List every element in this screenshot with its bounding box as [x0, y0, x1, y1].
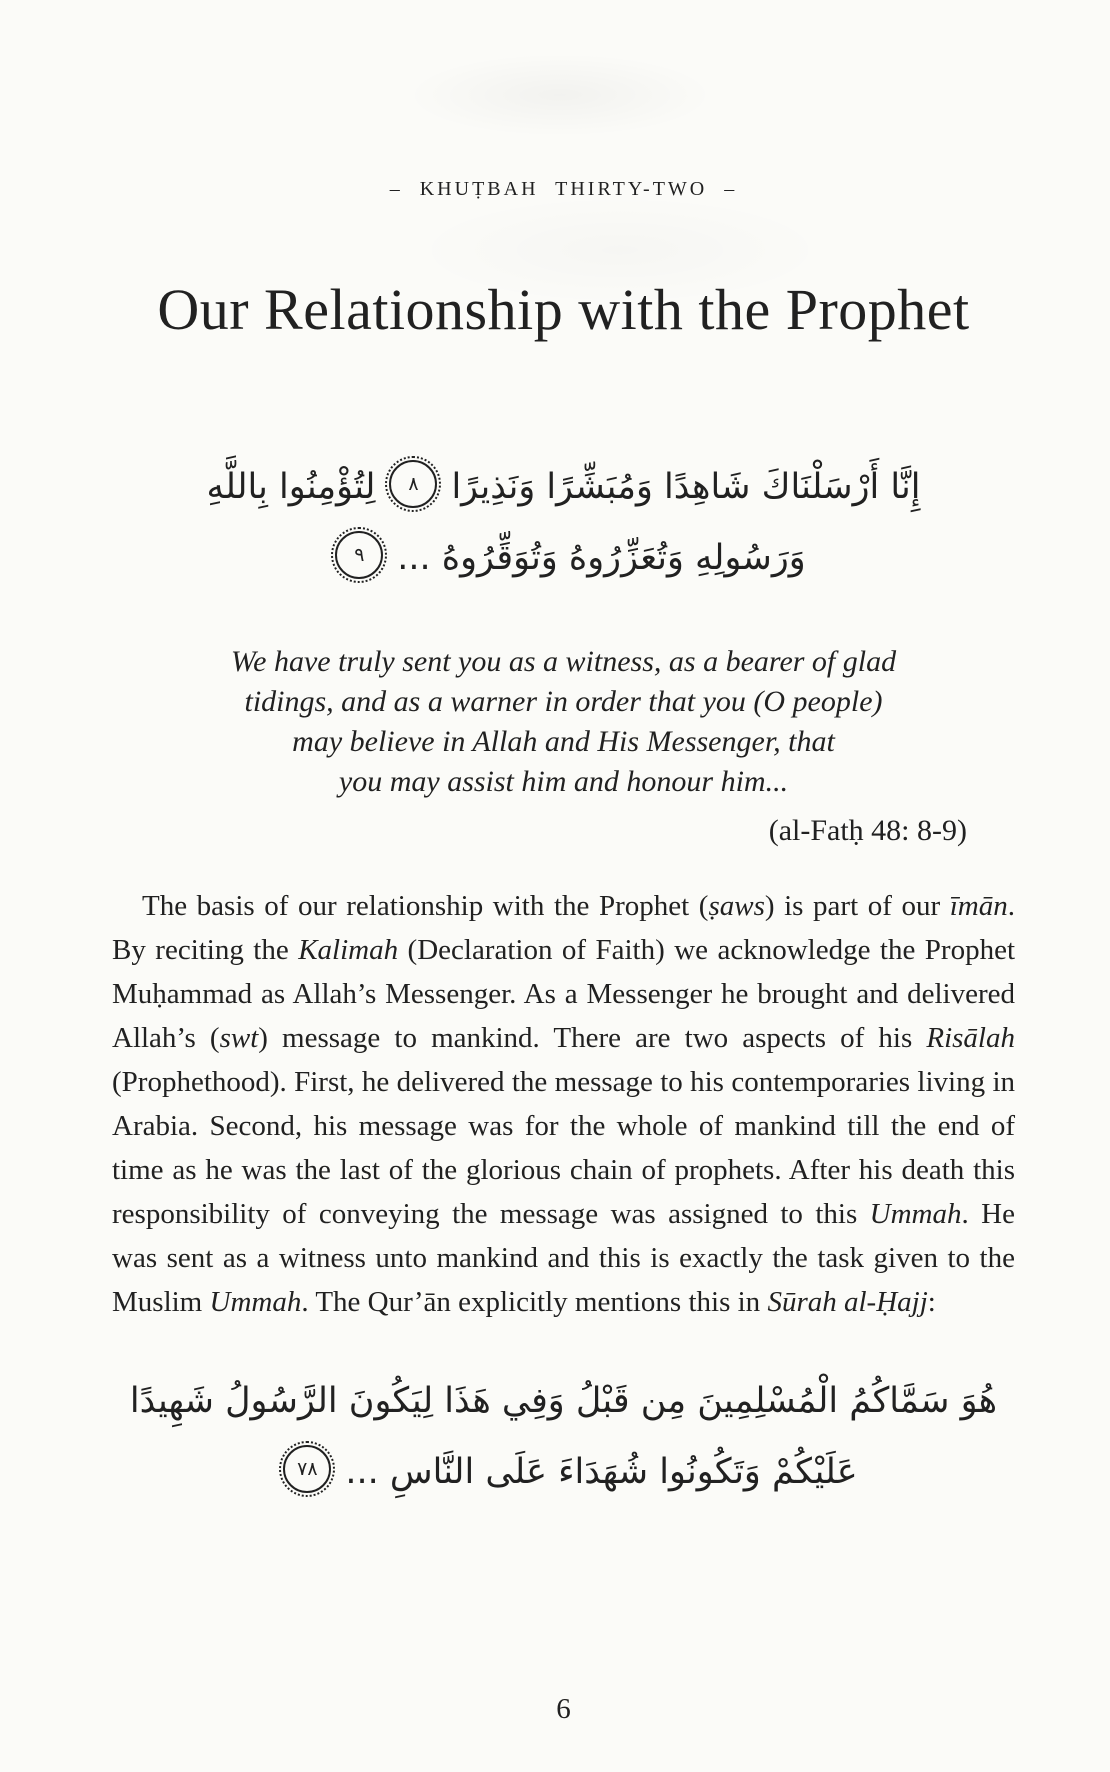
- arabic-line: [112, 1437, 1015, 1508]
- verse-number-medallion: [389, 460, 437, 508]
- translation-quote: [112, 642, 1015, 802]
- quote-line: tidings, and as a warner in order that you (O people): [244, 685, 883, 718]
- arabic-line: [112, 1366, 1015, 1437]
- arabic-text: لِتُؤْمِنُوا بِاللَّهِ: [206, 467, 376, 507]
- verse-citation: (al-Fatḥ 48: 8-9): [768, 814, 967, 847]
- verse-number: ٧٨: [297, 1457, 318, 1480]
- verse-number: ٨: [408, 472, 419, 495]
- arabic-line: [112, 452, 1015, 523]
- khutbah-kicker: – KHUṬBAH THIRTY-TWO –: [389, 178, 738, 200]
- arabic-text: عَلَيْكُمْ وَتَكُونُوا شُهَدَاءَ عَلَى النَّاسِ ...: [345, 1452, 858, 1492]
- verse-number-medallion: [283, 1445, 331, 1493]
- quote-line: may believe in Allah and His Messenger, that: [292, 725, 835, 758]
- quran-verse-block-1: [112, 452, 1015, 594]
- arabic-text: هُوَ سَمَّاكُمُ الْمُسْلِمِينَ مِن قَبْلُ وَفِي هَذَا لِيَكُونَ الرَّسُولُ شَهِيدًا: [129, 1381, 998, 1421]
- page-number: 6: [556, 1693, 571, 1725]
- quote-line: you may assist him and honour him...: [338, 765, 789, 798]
- body-paragraph: The basis of our relationship with the Prophet (ṣaws) is part of our īmān. By reciting the Kalimah (Declaration of Faith) we acknowledge the Prophet Muḥammad as Allah’s Messenger. As a Messenger he brought and delivered Allah’s (swt) message to mankind. There are two aspects of his Risālah (Prophethood). First, he delivered the message to his contemporaries living in Arabia. Second, his message was for the whole of mankind till the end of time as he was the last of the glorious chain of prophets. After his death this responsibility of conveying the message was assigned to this Ummah. He was sent as a witness unto mankind and this is exactly the task given to the Muslim Ummah. The Qur’ān explicitly mentions this in Sūrah al-Ḥajj:: [112, 890, 1015, 1318]
- arabic-text: وَرَسُولِهِ وَتُعَزِّرُوهُ وَتُوَقِّرُوهُ ...: [397, 538, 806, 578]
- verse-number-medallion: [335, 531, 383, 579]
- quran-verse-block-2: [112, 1366, 1015, 1508]
- arabic-line: [112, 523, 1015, 594]
- verse-number: ٩: [354, 543, 365, 566]
- chapter-title: Our Relationship with the Prophet: [157, 277, 970, 342]
- quote-line: We have truly sent you as a witness, as a bearer of glad: [230, 645, 897, 678]
- arabic-text: إِنَّا أَرْسَلْنَاكَ شَاهِدًا وَمُبَشِّرًا وَنَذِيرًا: [451, 467, 921, 507]
- page-footer: [112, 1692, 1015, 1726]
